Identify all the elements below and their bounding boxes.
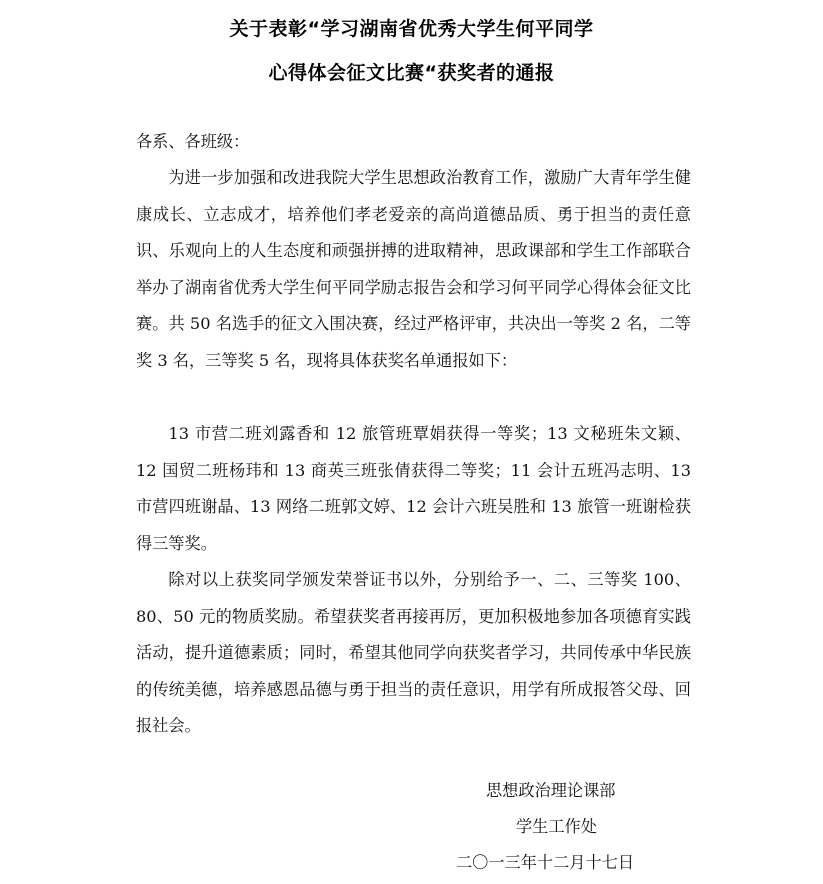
paragraph-introduction: 为进一步加强和改进我院大学生思想政治教育工作，激励广大青年学生健康成长、立志成才，培养他们孝老爱亲的高尚道德品质、勇于担当的责任意识、乐观向上的人生态度和顽强拼搏的进取精神，思政课部和学生工作部联合举办了湖南省优秀大学生何平同学励志报告会和学习何平同学心得体会征文比赛。共 50 名选手的征文入围决赛，经过严格评审，共决出一等奖 2 名，二等奖 3 名，三等奖 5 名，现将具体获奖名单通报如下： <box>136 168 691 370</box>
signature-office: 学生工作处 <box>516 817 597 836</box>
document-title-line-1: 关于表彰“学习湖南省优秀大学生何平同学 <box>229 18 594 40</box>
document-title-line-2: 心得体会征文比赛“获奖者的通报 <box>268 62 555 84</box>
signature-date: 二〇一三年十二月十七日 <box>456 853 635 872</box>
paragraph-winners-list: 13 市营二班刘露香和 12 旅管班覃娟获得一等奖；13 文秘班朱文颖、12 国贸二班杨玮和 13 商英三班张倩获得二等奖；11 会计五班冯志明、13 市营四班谢晶、13 网络二班郭文婷、12 会计六班吴胜和 13 旅管一班谢检获得三等奖。 <box>136 424 691 553</box>
paragraph-rewards: 除对以上获奖同学颁发荣誉证书以外，分别给予一、二、三等奖 100、80、50 元的物质奖励。希望获奖者再接再厉，更加积极地参加各项德育实践活动，提升道德素质；同时，希望其他同学向获奖者学习，共同传承中华民族的传统美德，培养感恩品德与勇于担当的责任意识，用学有所成报答父母、回报社会。 <box>136 570 691 735</box>
salutation: 各系、各班级： <box>136 132 250 151</box>
signature-department: 思想政治理论课部 <box>486 781 616 800</box>
